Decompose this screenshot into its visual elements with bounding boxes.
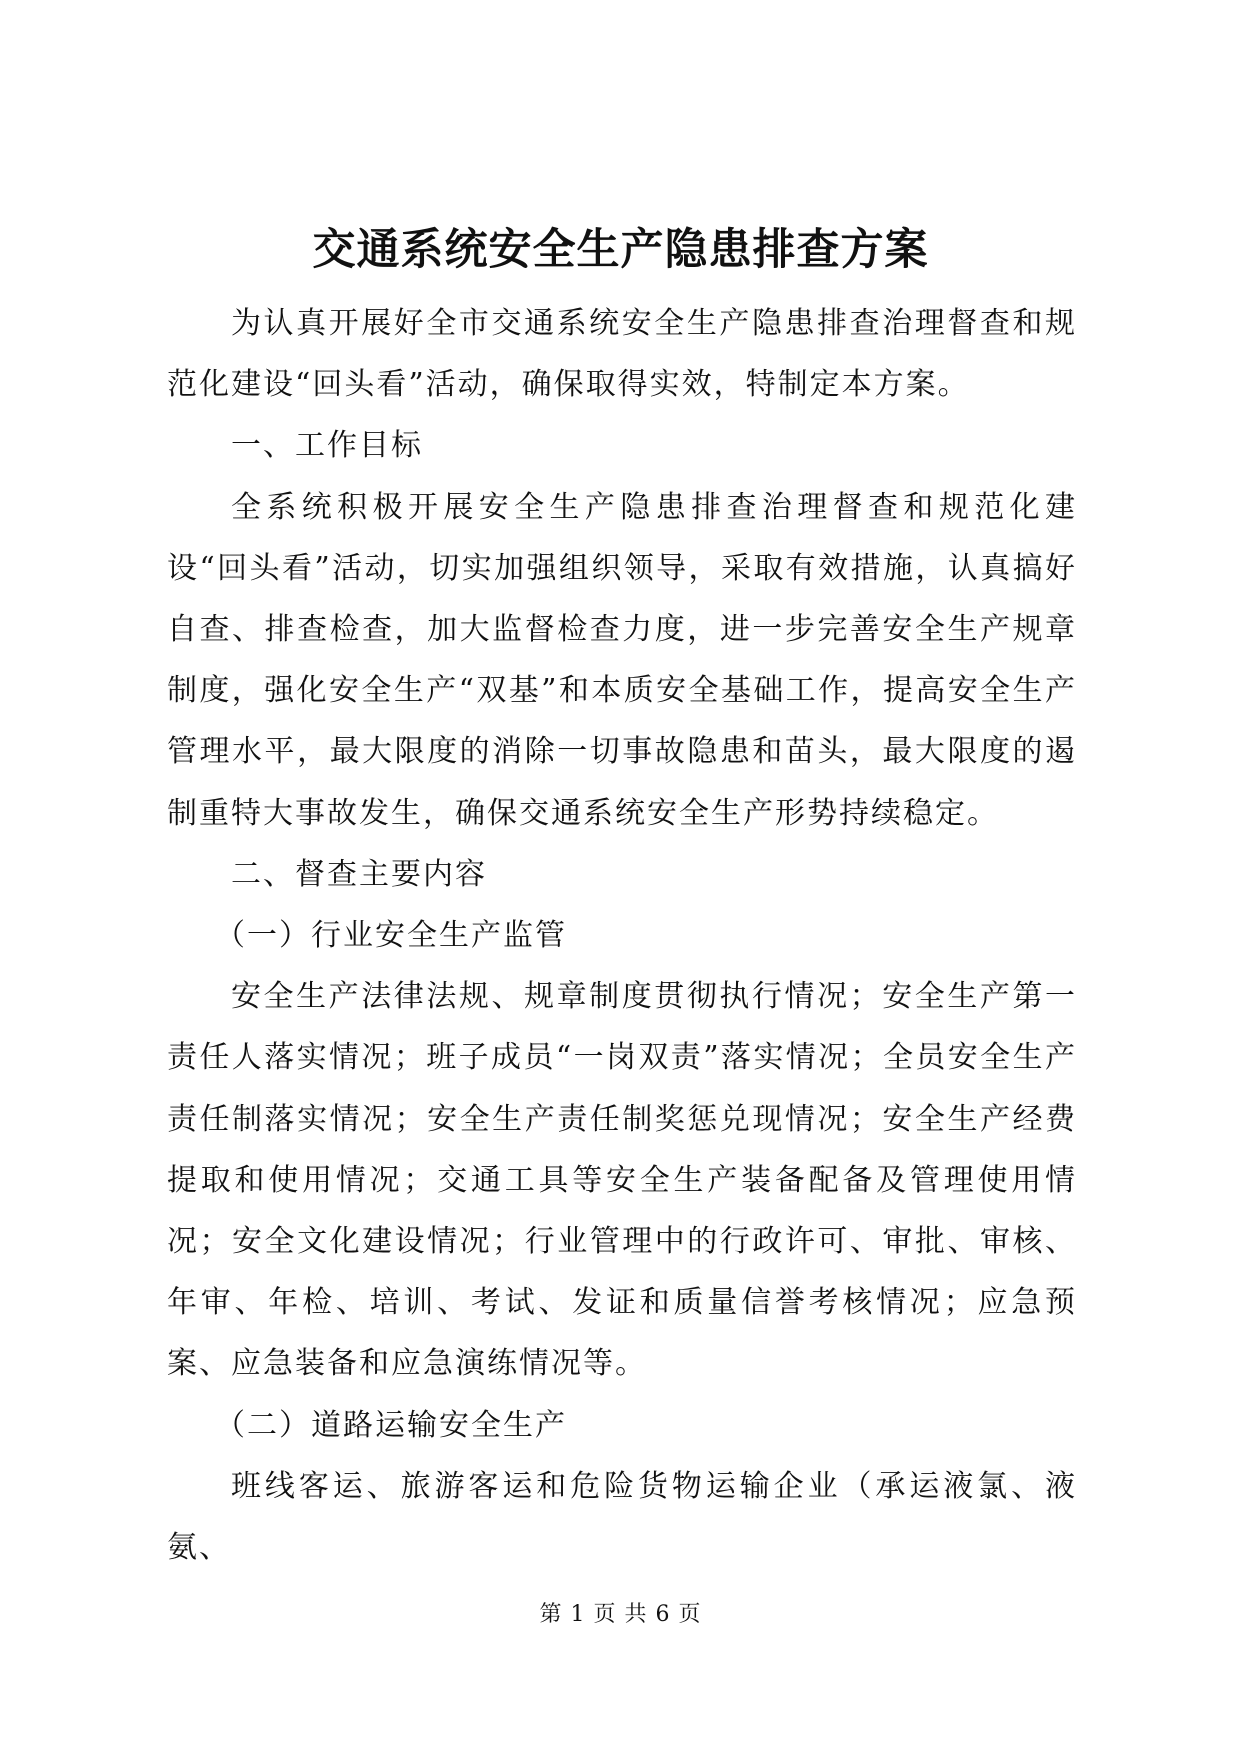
road-transport-paragraph: 班线客运、旅游客运和危险货物运输企业（承运液氯、液氨、	[167, 1468, 1077, 1566]
page-footer	[0, 1600, 1241, 1630]
industry-supervision-paragraph: 安全生产法律法规、规章制度贯彻执行情况；安全生产第一责任人落实情况；班子成员“一岗双责”落实情况；全员安全生产责任制落实情况；安全生产责任制奖惩兑现情况；安全生产经费提取和使用情况；交通工具等安全生产装备配备及管理使用情况；安全文化建设情况；行业管理中的行政许可、审批、审核、年审、年检、培训、考试、发证和质量信誉考核情况；应急预案、应急装备和应急演练情况等。	[167, 979, 1077, 1382]
section-heading-work-goals: 一、工作目标	[231, 428, 423, 464]
work-goals-paragraph: 全系统积极开展安全生产隐患排查治理督查和规范化建设“回头看”活动，切实加强组织领导，采取有效措施，认真搞好自查、排查检查，加大监督检查力度，进一步完善安全生产规章制度，强化安全生产“双基”和本质安全基础工作，提高安全生产管理水平，最大限度的消除一切事故隐患和苗头，最大限度的遏制重特大事故发生，确保交通系统安全生产形势持续稳定。	[167, 489, 1077, 831]
subsection-heading-road-transport: （二）道路运输安全生产	[215, 1407, 567, 1443]
section-heading-inspection-content: 二、督查主要内容	[231, 856, 487, 892]
page-indicator: 第 1 页 共 6 页	[539, 1602, 702, 1627]
document-body	[167, 293, 1077, 1578]
subsection-heading-industry-supervision: （一）行业安全生产监管	[215, 918, 567, 954]
document-title: 交通系统安全生产隐患排查方案	[312, 225, 929, 275]
intro-paragraph: 为认真开展好全市交通系统安全生产隐患排查治理督查和规范化建设“回头看”活动，确保取得实效，特制定本方案。	[167, 306, 1077, 403]
